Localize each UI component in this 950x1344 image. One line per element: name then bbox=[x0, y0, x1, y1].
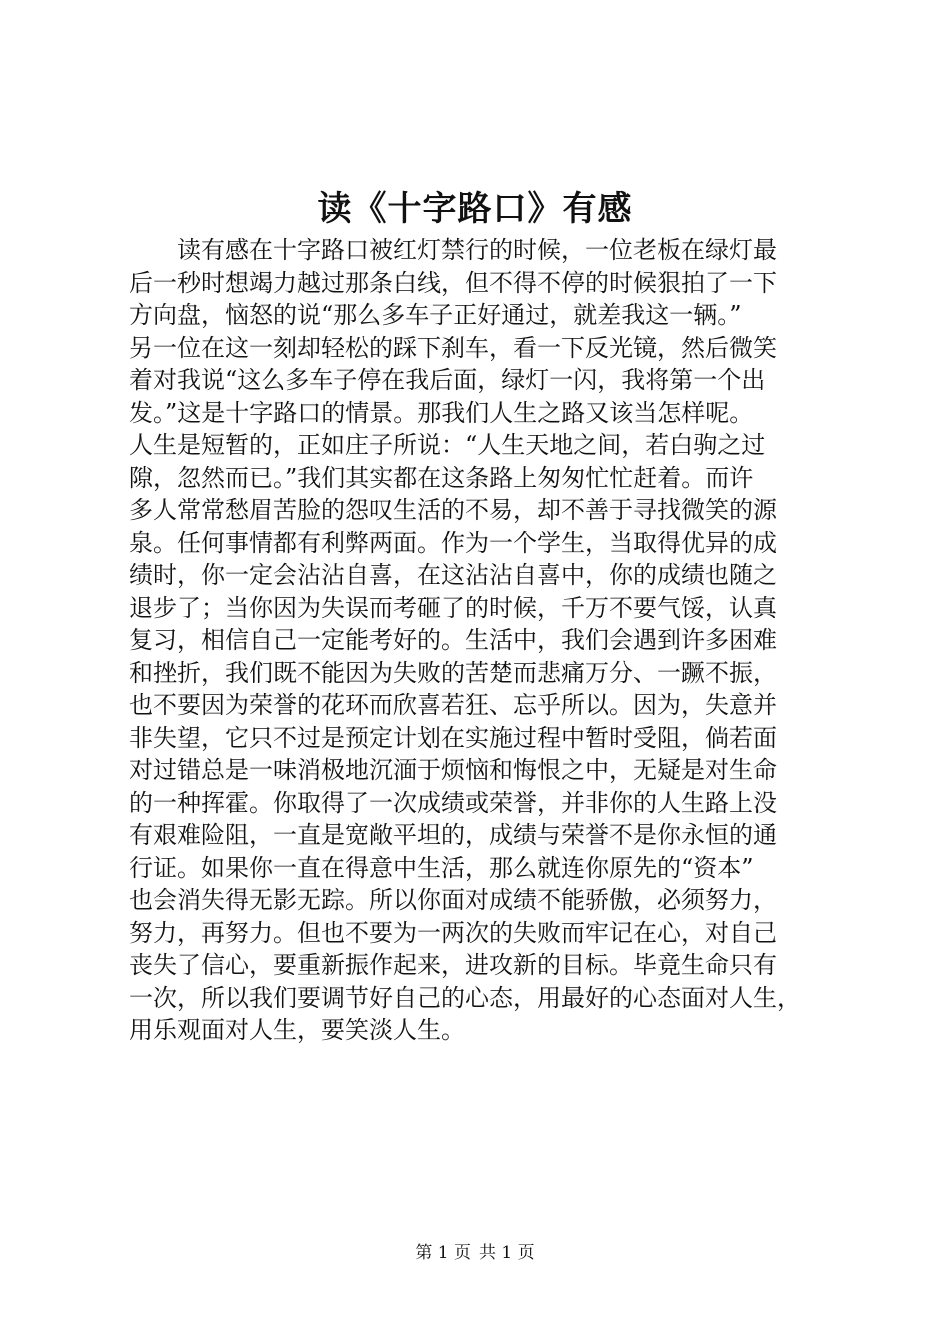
document-body bbox=[129, 234, 849, 1047]
body-line: 有艰难险阻，一直是宽敞平坦的，成绩与荣誉不是你永恒的通 bbox=[129, 821, 777, 849]
body-line: 人生是短暂的，正如庄子所说：“人生天地之间，若白驹之过 bbox=[129, 431, 766, 459]
page-total: 共 1 页 bbox=[479, 1243, 535, 1263]
body-line: 另一位在这一刻却轻松的踩下刹车，看一下反光镜，然后微笑 bbox=[129, 333, 777, 362]
document-title: 读《十字路口》有感 bbox=[317, 189, 633, 229]
body-line: 的一种挥霍。你取得了一次成绩或荣誉，并非你的人生路上没 bbox=[129, 788, 777, 817]
body-line: 也会消失得无影无踪。所以你面对成绩不能骄傲，必须努力， bbox=[129, 886, 777, 914]
body-line: 丧失了信心，要重新振作起来，进攻新的目标。毕竟生命只有 bbox=[129, 951, 777, 979]
body-line: 复习，相信自己一定能考好的。生活中，我们会遇到许多困难 bbox=[129, 626, 777, 654]
body-line: 泉。任何事情都有利弊两面。作为一个学生，当取得优异的成 bbox=[129, 528, 777, 557]
body-line: 一次，所以我们要调节好自己的心态，用最好的心态面对人生， bbox=[129, 983, 801, 1012]
body-line: 用乐观面对人生，要笑淡人生。 bbox=[129, 1016, 465, 1044]
body-line: 也不要因为荣誉的花环而欣喜若狂、忘乎所以。因为，失意并 bbox=[129, 691, 777, 719]
body-line: 努力，再努力。但也不要为一两次的失败而牢记在心，对自己 bbox=[129, 918, 777, 947]
body-line: 方向盘，恼怒的说“那么多车子正好通过，就差我这一辆。” bbox=[129, 301, 742, 329]
body-line: 后一秒时想竭力越过那条白线，但不得不停的时候狠拍了一下 bbox=[129, 268, 777, 297]
body-line: 发。”这是十字路口的情景。那我们人生之路又该当怎样呢。 bbox=[129, 398, 754, 427]
body-line: 读有感在十字路口被红灯禁行的时候，一位老板在绿灯最 bbox=[177, 236, 777, 264]
body-line: 对过错总是一味消极地沉湎于烦恼和悔恨之中，无疑是对生命 bbox=[129, 756, 777, 784]
page-number: 第 1 页 bbox=[415, 1243, 471, 1263]
body-line: 着对我说“这么多车子停在我后面，绿灯一闪，我将第一个出 bbox=[129, 366, 766, 394]
body-line: 退步了；当你因为失误而考砸了的时候，千万不要气馁，认真 bbox=[129, 593, 777, 622]
body-line: 行证。如果你一直在得意中生活，那么就连你原先的“资本” bbox=[129, 853, 754, 882]
body-line: 隙，忽然而已。”我们其实都在这条路上匆匆忙忙赶着。而许 bbox=[129, 463, 754, 492]
page-footer bbox=[0, 1241, 950, 1265]
body-line: 多人常常愁眉苦脸的怨叹生活的不易，却不善于寻找微笑的源 bbox=[129, 496, 777, 524]
body-line: 绩时，你一定会沾沾自喜，在这沾沾自喜中，你的成绩也随之 bbox=[129, 561, 777, 589]
body-line: 非失望，它只不过是预定计划在实施过程中暂时受阻，倘若面 bbox=[129, 723, 777, 752]
body-line: 和挫折，我们既不能因为失败的苦楚而悲痛万分、一蹶不振， bbox=[129, 658, 777, 687]
